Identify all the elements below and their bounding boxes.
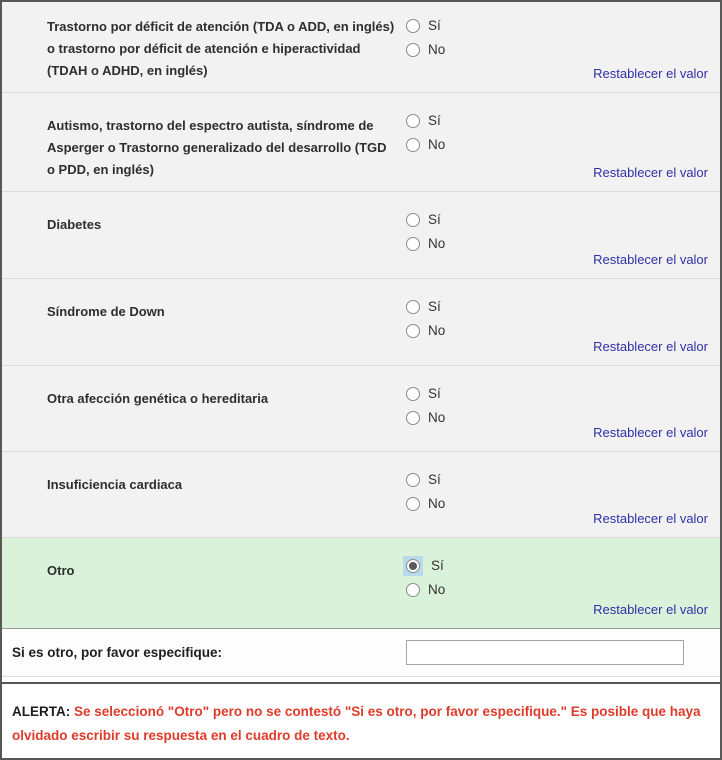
question-row-tda [2,2,720,93]
radio-label: Sí [428,212,441,227]
radio-option-yes[interactable] [406,18,445,33]
reset-value-link[interactable]: Restablecer el valor [593,339,708,354]
radio-icon[interactable] [406,583,420,597]
radio-icon[interactable] [406,43,420,57]
question-label: Otro [47,563,75,578]
radio-label: No [428,410,446,425]
question-row-otro [2,538,720,629]
radio-label: No [428,42,446,57]
radio-group [406,113,445,161]
radio-icon[interactable] [406,114,420,128]
radio-icon[interactable] [406,473,420,487]
radio-focus-highlight [403,556,423,576]
reset-value-link[interactable]: Restablecer el valor [593,511,708,526]
question-label: Diabetes [47,217,102,232]
reset-value-link[interactable]: Restablecer el valor [593,425,708,440]
radio-label: Sí [428,299,441,314]
radio-option-yes[interactable] [406,113,445,128]
question-row-cardiaca [2,452,720,538]
radio-option-no[interactable] [406,582,445,597]
radio-option-yes[interactable] [406,386,445,401]
radio-label: Sí [428,472,441,487]
question-row-diabetes [2,192,720,279]
radio-icon[interactable] [406,387,420,401]
radio-icon[interactable] [406,324,420,338]
other-specify-row [2,629,720,677]
question-row-down [2,279,720,366]
radio-checked-icon[interactable] [406,559,420,573]
radio-icon[interactable] [406,138,420,152]
radio-group [406,472,445,520]
radio-group [406,18,445,66]
radio-icon[interactable] [406,300,420,314]
radio-option-yes-selected[interactable] [406,558,445,573]
alert-prefix: ALERTA: [12,704,71,719]
alert-message: Se seleccionó "Otro" pero no se contestó "Si es otro, por favor especifique." Es posible que haya olvidado escribir su respuesta en el cuadro de texto. [12,704,701,743]
question-row-autismo [2,93,720,192]
radio-option-yes[interactable] [406,212,445,227]
radio-icon[interactable] [406,213,420,227]
radio-option-yes[interactable] [406,299,445,314]
radio-group [406,558,445,606]
question-label: Trastorno por déficit de atención (TDA o ADD, en inglés) o trastorno por déficit de atención e hiperactividad (TDAH o ADHD, en inglés) [47,19,395,78]
radio-label: No [428,496,446,511]
question-label: Otra afección genética o hereditaria [47,391,269,406]
question-label: Insuficiencia cardiaca [47,477,183,492]
radio-label: No [428,137,446,152]
radio-option-no[interactable] [406,42,445,57]
alert-message-row [2,684,720,758]
question-label: Autismo, trastorno del espectro autista, síndrome de Asperger o Trastorno generalizado del desarrollo (TGD o PDD, en inglés) [47,118,387,177]
radio-icon[interactable] [406,411,420,425]
radio-label: No [428,323,446,338]
radio-group [406,299,445,347]
question-label: Síndrome de Down [47,304,165,319]
radio-option-no[interactable] [406,323,445,338]
reset-value-link[interactable]: Restablecer el valor [593,602,708,617]
radio-option-yes[interactable] [406,472,445,487]
radio-icon[interactable] [406,19,420,33]
reset-value-link[interactable]: Restablecer el valor [593,66,708,81]
reset-value-link[interactable]: Restablecer el valor [593,252,708,267]
radio-label: No [428,236,446,251]
other-specify-input[interactable] [406,640,684,665]
radio-option-no[interactable] [406,410,445,425]
radio-group [406,212,445,260]
radio-group [406,386,445,434]
radio-label: Sí [431,558,444,573]
radio-label: No [428,582,446,597]
radio-icon[interactable] [406,237,420,251]
radio-icon[interactable] [406,497,420,511]
radio-label: Sí [428,386,441,401]
other-specify-label: Si es otro, por favor especifique: [12,645,223,660]
radio-option-no[interactable] [406,496,445,511]
question-row-genetica [2,366,720,452]
radio-option-no[interactable] [406,137,445,152]
radio-label: Sí [428,113,441,128]
radio-option-no[interactable] [406,236,445,251]
reset-value-link[interactable]: Restablecer el valor [593,165,708,180]
radio-label: Sí [428,18,441,33]
